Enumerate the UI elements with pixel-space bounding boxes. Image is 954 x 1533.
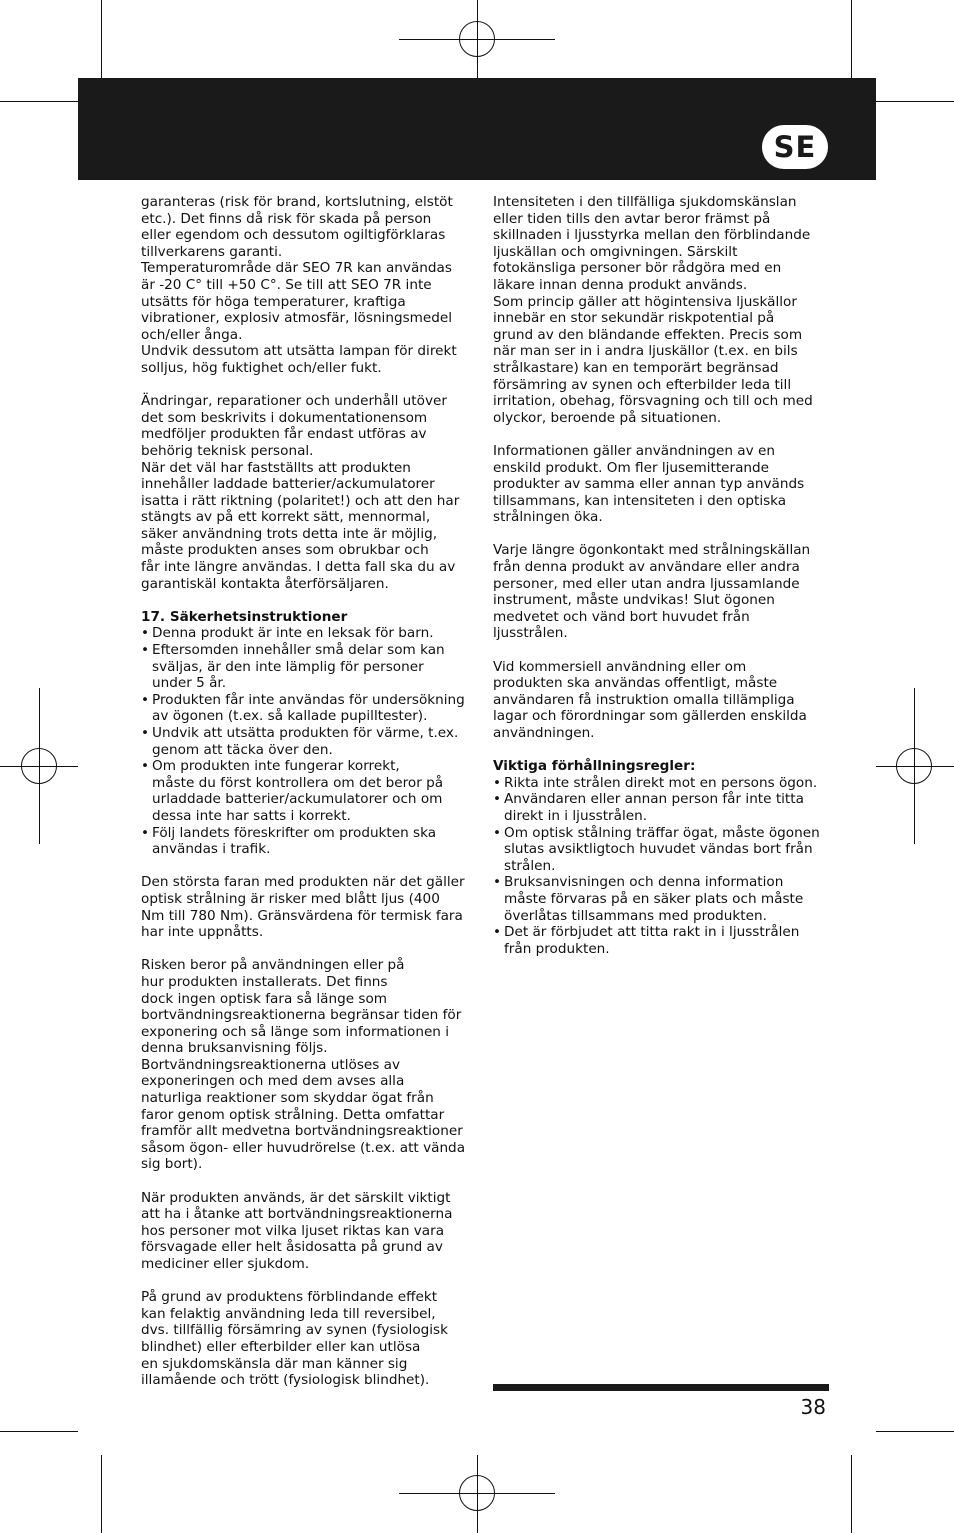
text-line: såsom ögon- eller huvudrörelse (t.ex. att vända bbox=[141, 1139, 466, 1156]
text-line: garanteras (risk för brand, kortslutning, elstöt bbox=[141, 194, 453, 210]
text-line: fotokänsliga personer bör rådgöra med en bbox=[493, 260, 782, 277]
header-band bbox=[78, 78, 876, 180]
text-line: Intensiteten i den tillfälliga sjukdomskänslan bbox=[493, 194, 797, 210]
bullet-text-line: • Följ landets föreskrifter om produkten ska bbox=[152, 824, 437, 841]
text-line: säker användning trots detta inte är möjlig, bbox=[141, 525, 438, 542]
bullet-text-line: urladdade batterier/ackumulatorer och om bbox=[152, 791, 443, 808]
text-line: lagar och förordningar som gällerden enskilda bbox=[493, 708, 807, 725]
text-line: vibrationer, explosiv atmosfär, lösningsmedel bbox=[141, 310, 453, 327]
text-line: Bortvändningsreaktionerna utlöses av bbox=[141, 1056, 401, 1073]
bullet-text-line: slutas avsiktligtoch huvudet vändas bort från bbox=[504, 841, 813, 858]
text-line: sig bort). bbox=[141, 1156, 203, 1173]
text-line: Som princip gäller att högintensiva ljuskällor bbox=[493, 293, 797, 310]
text-line: exponering och så länge som informationen i bbox=[141, 1023, 450, 1040]
bullet-text-line: • Rikta inte strålen direkt mot en persons ögon. bbox=[504, 774, 818, 791]
paragraph bbox=[141, 393, 481, 592]
bullet-text-line: sväljas, är den inte lämplig för personer bbox=[152, 658, 424, 675]
text-line: från denna produkt av användare eller andra bbox=[493, 559, 800, 576]
text-line: stängts av på ett korrekt sätt, mennormal, bbox=[141, 509, 431, 526]
crop-mark bbox=[876, 101, 954, 102]
text-line: Ändringar, reparationer och underhåll utöver bbox=[141, 393, 447, 410]
paragraph bbox=[493, 659, 833, 742]
bullet-item bbox=[141, 625, 481, 642]
text-line: När det väl har fastställts att produkten bbox=[141, 459, 411, 476]
text-line: en sjukdomskänsla där man känner sig bbox=[141, 1355, 408, 1372]
text-line: framför allt medvetna bortvändningsreaktioner bbox=[141, 1123, 463, 1140]
text-line: denna bruksanvisning följs. bbox=[141, 1040, 328, 1057]
paragraph bbox=[493, 542, 833, 642]
text-line: grund av den bländande effekten. Precis som bbox=[493, 326, 803, 343]
text-line: strålningen öka. bbox=[493, 509, 603, 526]
text-line: Informationen gäller användningen av en bbox=[493, 442, 775, 459]
bullet-item bbox=[141, 642, 481, 692]
right-column bbox=[493, 194, 833, 974]
bullet-text-line: måste du först kontrollera om det beror på bbox=[152, 774, 444, 791]
left-column bbox=[141, 194, 481, 1405]
text-line: Nm till 780 Nm). Gränsvärdena för termisk fara bbox=[141, 907, 463, 924]
text-line: försvagade eller helt åsidosatta på grund av bbox=[141, 1239, 443, 1256]
text-line: läkare innan denna produkt används. bbox=[493, 276, 748, 293]
crop-mark bbox=[0, 101, 78, 102]
bullet-text-line: • Produkten får inte användas för undersökning bbox=[152, 691, 465, 708]
text-line: strålkastare) kan en temporärt begränsad bbox=[493, 359, 779, 376]
crop-mark bbox=[101, 0, 102, 78]
text-line: när man ser in i andra ljuskällor (t.ex. en bils bbox=[493, 343, 798, 360]
page-number: 38 bbox=[800, 1395, 826, 1419]
text-line: illamående och trött (fysiologisk blindhet). bbox=[141, 1372, 430, 1389]
text-line: dvs. tillfällig försämring av synen (fysiologisk bbox=[141, 1322, 448, 1339]
text-line: etc.). Det finns då risk för skada på person bbox=[141, 210, 432, 227]
footer-rule bbox=[493, 1384, 829, 1391]
paragraph bbox=[493, 194, 833, 426]
bullet-text-line: av ögonen (t.ex. så kallade pupilltester). bbox=[152, 708, 428, 725]
text-line: utsätts för höga temperaturer, kraftiga bbox=[141, 293, 406, 310]
text-line: faror genom optisk strålning. Detta omfattar bbox=[141, 1106, 445, 1123]
text-line: produkter av samma eller annan typ används bbox=[493, 476, 805, 493]
bullet-item bbox=[141, 725, 481, 758]
bullet-text-line: • Undvik att utsätta produkten för värme, t.ex. bbox=[152, 725, 459, 741]
bullet-item bbox=[141, 692, 481, 725]
text-line: naturliga reaktioner som skyddar ögat från bbox=[141, 1090, 434, 1107]
text-line: är -20 C° till +50 C°. Se till att SEO 7R inte bbox=[141, 276, 432, 293]
text-line: användningen. bbox=[493, 725, 595, 741]
text-line: Vid kommersiell användning eller om bbox=[493, 658, 747, 675]
bullet-item bbox=[493, 775, 833, 792]
text-line: eller egendom och dessutom ogiltigförklaras bbox=[141, 227, 446, 244]
text-line: och/eller ånga. bbox=[141, 326, 243, 343]
text-line: ljusstrålen. bbox=[493, 625, 568, 642]
paragraph bbox=[141, 1190, 481, 1273]
bullet-item bbox=[141, 758, 481, 824]
crop-mark bbox=[101, 1455, 102, 1533]
text-line: produkten ska användas offentligt, måste bbox=[493, 675, 778, 692]
bullet-text-line: direkt in i ljusstrålen. bbox=[504, 807, 648, 824]
text-line: Varje längre ögonkontakt med strålningskällan bbox=[493, 542, 811, 559]
text-line: hos personer mot vilka ljuset riktas kan vara bbox=[141, 1222, 445, 1239]
text-line: hur produkten installerats. Det finns bbox=[141, 973, 388, 990]
text-line: Undvik dessutom att utsätta lampan för direkt bbox=[141, 343, 457, 360]
bullet-text-line: från produkten. bbox=[504, 940, 610, 957]
text-line: ljuskällan och omgivningen. Särskilt bbox=[493, 243, 738, 260]
crop-mark bbox=[851, 0, 852, 78]
bullet-text-line: strålen. bbox=[504, 857, 556, 874]
text-line: optisk strålning är risker med blått ljus (400 bbox=[141, 890, 440, 907]
text-line: irritation, obehag, försvagning och till och med bbox=[493, 393, 813, 410]
bullet-text-line: måste förvaras på en säker plats och måste bbox=[504, 890, 804, 907]
text-line: behörig teknisk personal. bbox=[141, 442, 314, 459]
text-line: att ha i åtanke att bortvändningsreaktionerna bbox=[141, 1206, 453, 1223]
bullet-item bbox=[493, 791, 833, 824]
text-line: försämring av synen och efterbilder leda till bbox=[493, 376, 792, 393]
text-line: garantiskäl kontakta återförsäljaren. bbox=[141, 575, 389, 592]
text-line: tillsammans, kan intensiteten i den optiska bbox=[493, 492, 787, 509]
bullet-item bbox=[493, 874, 833, 924]
text-line: mediciner eller sjukdom. bbox=[141, 1256, 310, 1272]
paragraph bbox=[141, 957, 481, 1173]
bullet-item bbox=[141, 825, 481, 858]
bullet-text-line: genom att täcka över den. bbox=[152, 741, 333, 758]
text-line: Risken beror på användningen eller på bbox=[141, 957, 405, 974]
text-line: kan felaktig användning leda till reversibel, bbox=[141, 1305, 436, 1322]
bullet-item bbox=[493, 924, 833, 957]
text-line: På grund av produktens förblindande effekt bbox=[141, 1289, 438, 1306]
text-line: innehåller laddade batterier/ackumulatorer bbox=[141, 476, 435, 493]
crop-mark bbox=[851, 1455, 852, 1533]
text-line: det som beskrivits i dokumentationensom bbox=[141, 409, 428, 426]
paragraph bbox=[141, 874, 481, 940]
bullet-item bbox=[493, 825, 833, 875]
bullet-text-line: användas i trafik. bbox=[152, 841, 271, 858]
text-line: blindhet) eller efterbilder eller kan utlösa bbox=[141, 1338, 421, 1355]
paragraph bbox=[141, 194, 481, 377]
text-line: solljus, hög fuktighet och/eller fukt. bbox=[141, 359, 382, 376]
bullet-text-line: • Eftersomden innehåller små delar som kan bbox=[152, 642, 445, 659]
text-line: Den största faran med produkten när det gäller bbox=[141, 874, 465, 891]
text-line: dock ingen optisk fara så länge som bbox=[141, 990, 388, 1007]
text-line: får inte längre användas. I detta fall ska du av bbox=[141, 559, 456, 576]
bullet-text-line: överlåtas tillsammans med produkten. bbox=[504, 907, 767, 924]
bullet-text-line: dessa inte har satts i korrekt. bbox=[152, 807, 351, 824]
bullet-text-line: under 5 år. bbox=[152, 675, 227, 692]
paragraph bbox=[493, 443, 833, 526]
text-line: olyckor, beroende på situationen. bbox=[493, 409, 722, 426]
crop-mark bbox=[876, 1431, 954, 1432]
crop-mark bbox=[0, 1431, 78, 1432]
bullet-text-line: • Bruksanvisningen och denna information bbox=[504, 874, 784, 891]
text-line: medvetet och vänd bort huvudet från bbox=[493, 608, 750, 625]
text-line: användaren få instruktion omalla tillämpliga bbox=[493, 691, 795, 708]
safety-heading: 17. Säkerhetsinstruktioner bbox=[141, 608, 348, 625]
rules-bullet-list bbox=[493, 775, 833, 958]
text-line: skillnaden i ljusstyrka mellan den förblindande bbox=[493, 227, 811, 244]
bullet-text-line: • Om produkten inte fungerar korrekt, bbox=[152, 758, 400, 775]
text-line: isatta i rätt riktning (polaritet!) och att den har bbox=[141, 492, 460, 509]
text-line: måste produkten anses som obrukbar och bbox=[141, 542, 429, 559]
text-line: personer, med eller utan andra ljussamlande bbox=[493, 575, 800, 592]
text-line: enskild produkt. Om fler ljusemitterande bbox=[493, 459, 770, 476]
text-line: Temperaturområde där SEO 7R kan användas bbox=[141, 260, 452, 277]
text-line: tillverkarens garanti. bbox=[141, 243, 283, 260]
text-line: exponeringen och med dem avses alla bbox=[141, 1073, 405, 1090]
text-line: medföljer produkten får endast utföras av bbox=[141, 426, 427, 443]
text-line: instrument, måste undvikas! Slut ögonen bbox=[493, 592, 775, 609]
bullet-text-line: • Om optisk stålning träffar ögat, måste ögonen bbox=[504, 824, 820, 841]
bullet-text-line: • Användaren eller annan person får inte titta bbox=[504, 791, 804, 808]
text-line: har inte uppnåtts. bbox=[141, 924, 264, 941]
bullet-text-line: • Denna produkt är inte en leksak för barn. bbox=[152, 625, 434, 642]
bullet-text-line: • Det är förbjudet att titta rakt in i ljusstrålen bbox=[504, 924, 800, 941]
text-line: eller tiden tills den avtar beror främst på bbox=[493, 210, 771, 227]
paragraph bbox=[141, 1289, 481, 1389]
text-line: bortvändningsreaktionerna begränsar tiden för bbox=[141, 1007, 462, 1024]
rules-heading: Viktiga förhållningsregler: bbox=[493, 758, 696, 775]
safety-bullet-list bbox=[141, 625, 481, 857]
text-line: När produkten används, är det särskilt viktigt bbox=[141, 1189, 451, 1206]
language-badge: SE bbox=[762, 125, 828, 169]
text-line: innebär en stor sekundär riskpotential på bbox=[493, 310, 775, 327]
